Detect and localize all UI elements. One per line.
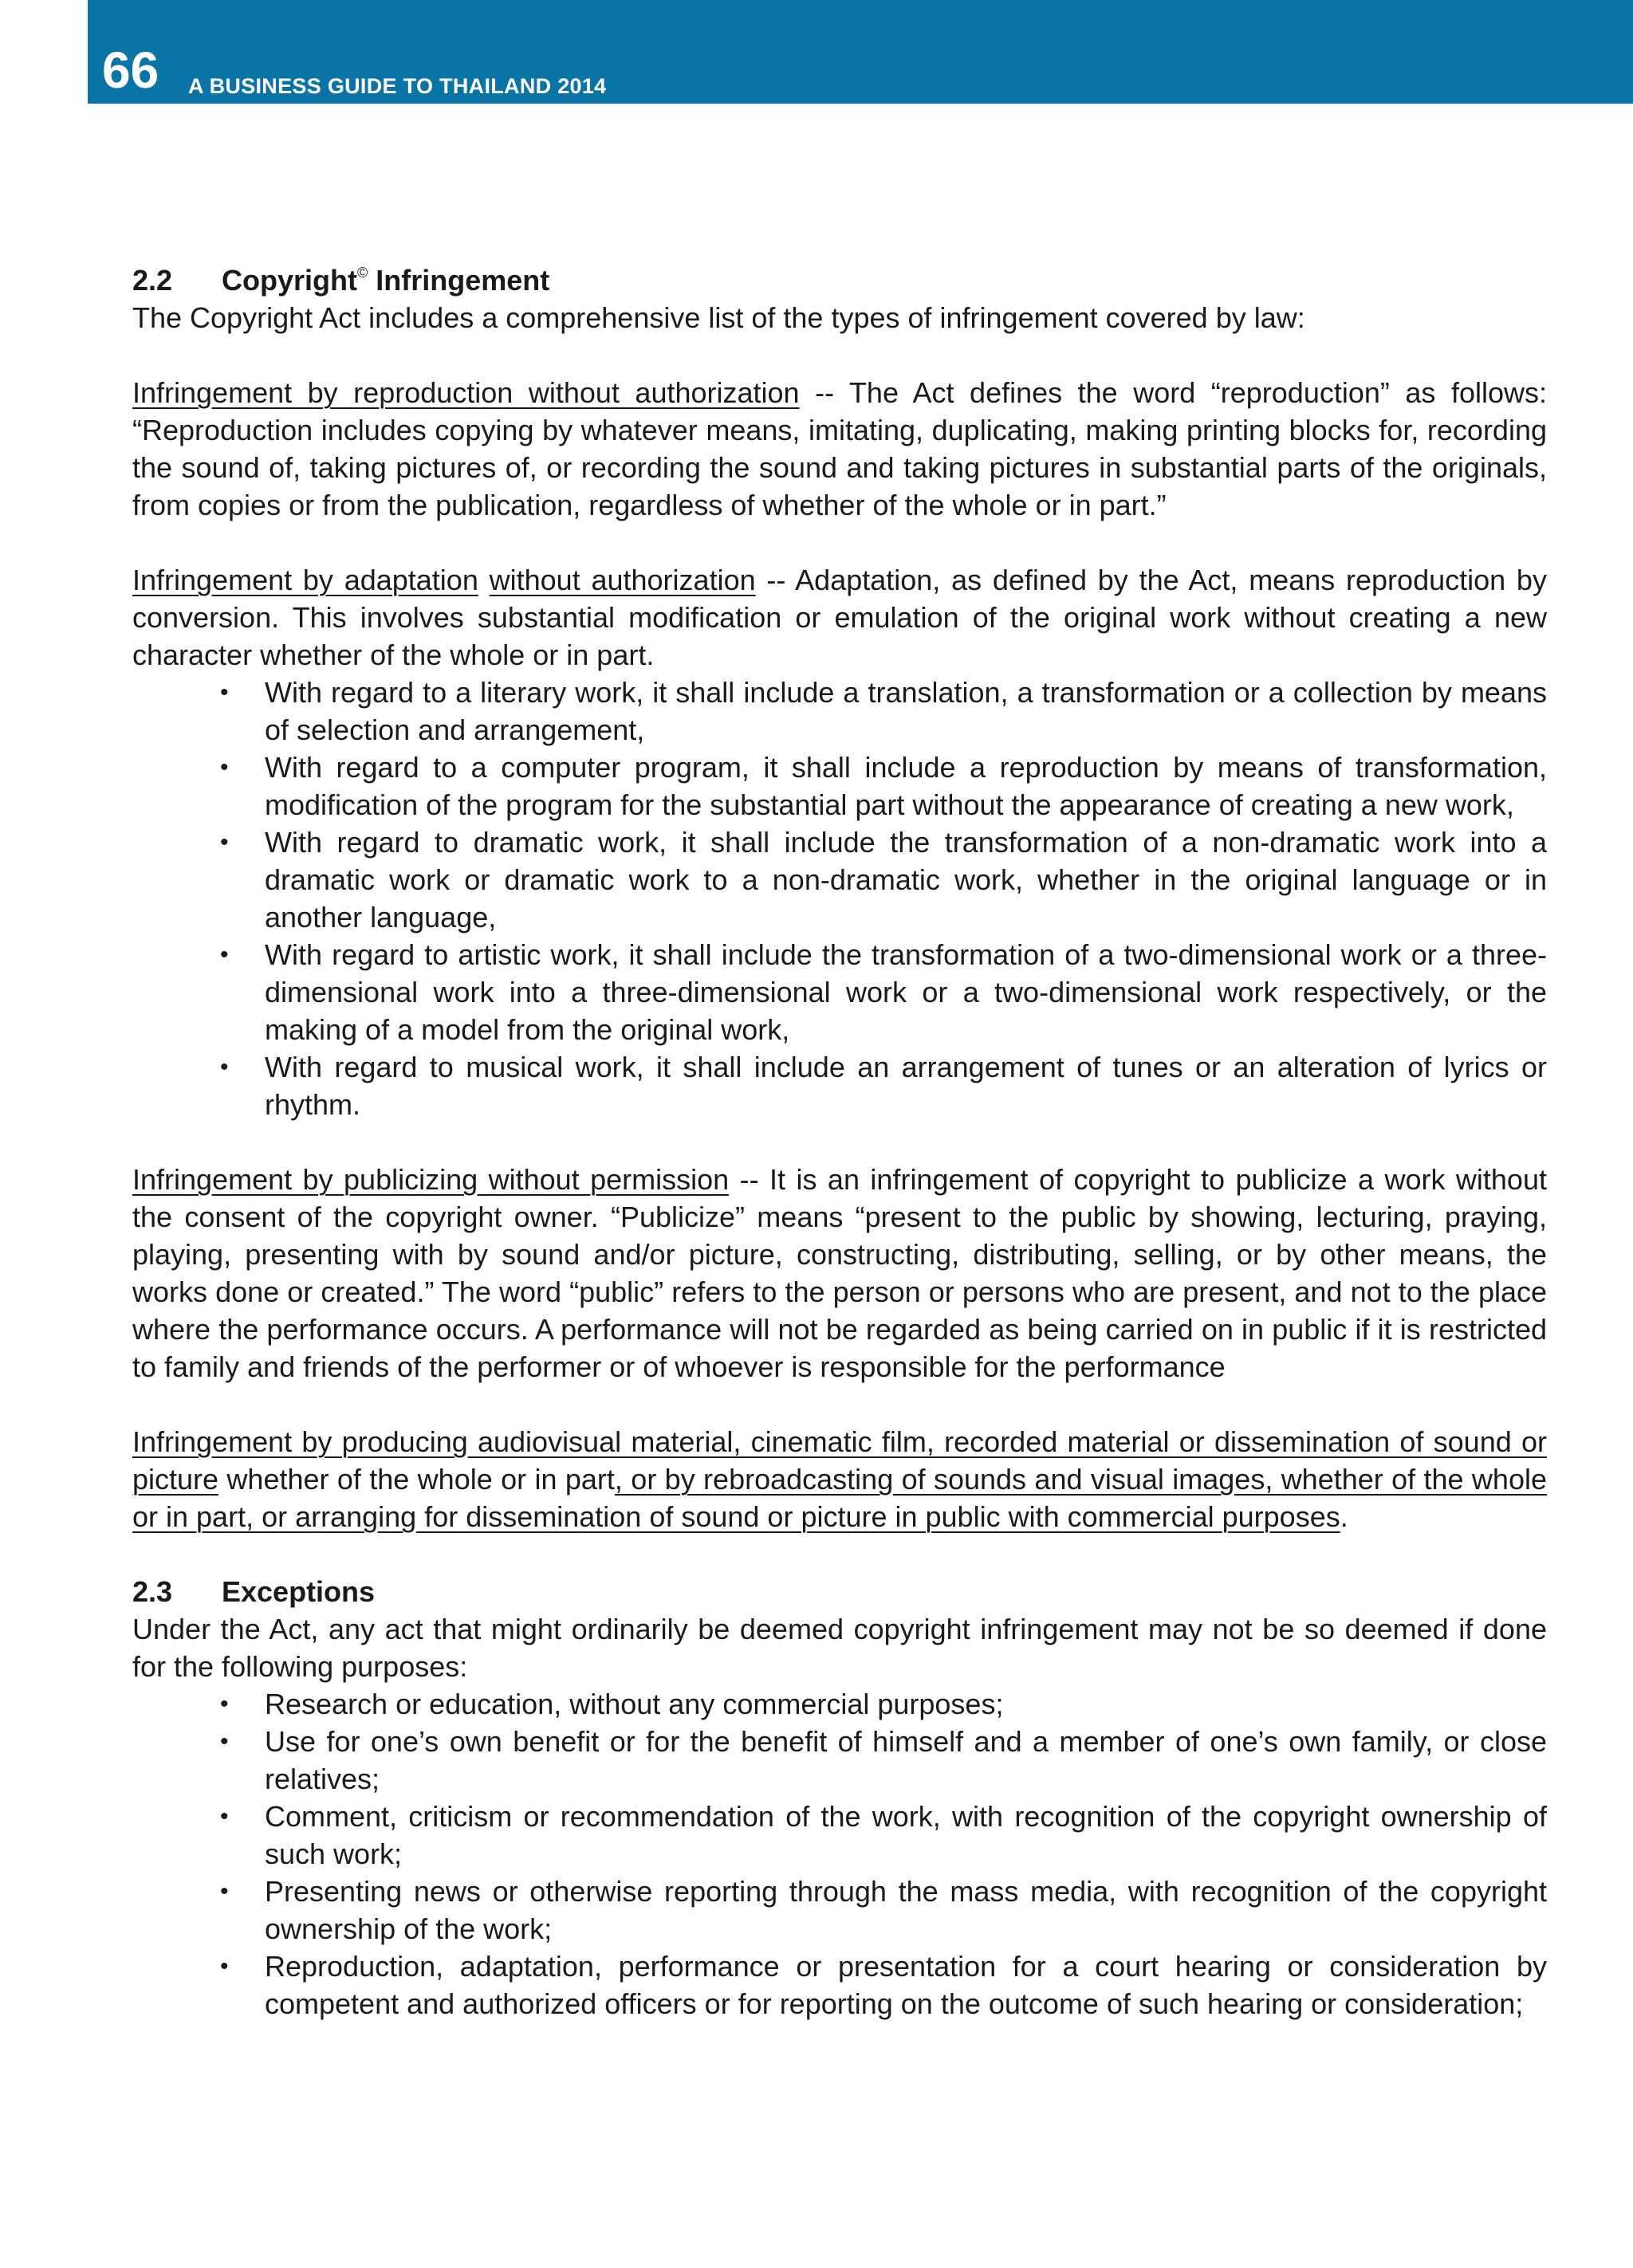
list-item: • With regard to a computer program, it shall include a reproduction by means of transformation, modification of the program for the substantial part without the appearance of creating a new work, [265,749,1547,823]
publicizing-text: -- It is an infringement of copyright to publicize a work without the consent of the copyright owner. “Publicize” means “present to the public by showing, lecturing, praying, playing, presenting with by sound and/or picture, constructing, distributing, selling, or by other means, the works done or created.” The word “public” refers to the person or persons who are present, and not to the place where the performance occurs. A performance will not be regarded as being carried on in public if it is restricted to family and friends of the performer or of whoever is responsible for the performance [132,1163,1547,1383]
page-number: 66 [102,41,159,99]
bullet-icon: • [220,1803,229,1830]
page-body [132,261,1547,2022]
audiovisual-end: . [1340,1500,1348,1533]
term-rebroadcasting: , or by rebroadcasting of sounds and visual images, whether of the whole or in part, or arranging for dissemination of sound or picture in public with commercial purposes [132,1463,1547,1533]
term-publicizing: Infringement by publicizing without permission [132,1163,730,1196]
list-item: • Research or education, without any commercial purposes; [265,1685,1547,1723]
exceptions-bullet-list [132,1685,1547,2022]
list-item: • With regard to musical work, it shall include an arrangement of tunes or an alteration of lyrics or rhythm. [265,1048,1547,1123]
section-intro: The Copyright Act includes a comprehensive list of the types of infringement covered by law: [132,301,1305,334]
list-item: • Presenting news or otherwise reporting through the mass media, with recognition of the copyright ownership of the work; [265,1873,1547,1948]
list-item: • Reproduction, adaptation, performance or presentation for a court hearing or consideration by competent and authorized officers or for reporting on the outcome of such hearing or consideration; [265,1948,1547,2022]
adaptation-text: -- Adaptation, as defined by the Act, means reproduction by conversion. This involves substantial modification or emulation of the original work without creating a new character whether of the whole or in part. [132,564,1547,671]
list-item: • Use for one’s own benefit or for the benefit of himself and a member of one’s own family, or close relatives; [265,1723,1547,1798]
audiovisual-middle: whether of the whole or in part [218,1463,615,1496]
section-heading-2-3 [132,1573,1547,1610]
list-item: • With regard to dramatic work, it shall include the transformation of a non-dramatic work into a dramatic work or dramatic work to a non-dramatic work, whether in the original language or in another language, [265,823,1547,936]
term-audiovisual: Infringement by producing audiovisual material, cinematic film, recorded material or dissemination of sound or picture [132,1425,1547,1496]
section-intro: Under the Act, any act that might ordinarily be deemed copyright infringement may not be so deemed if done for the following purposes: [132,1613,1547,1683]
list-item: • With regard to artistic work, it shall include the transformation of a two-dimensional work or a three-dimensional work into a three-dimensional work or a two-dimensional work respectively, or the making of a model from the original work, [265,936,1547,1048]
bullet-icon: • [220,679,229,706]
paragraph-reproduction [132,374,1547,524]
section-title: Exceptions [222,1575,376,1608]
section-number: 2.3 [132,1575,173,1608]
bullet-icon: • [220,1728,229,1755]
term-reproduction: Infringement by reproduction without authorization [132,376,800,409]
term-adaptation: Infringement by adaptation [132,564,478,596]
section-title-rest: Infringement [368,264,550,297]
paragraph-publicizing [132,1161,1547,1386]
copyright-mark: © [356,265,368,281]
paragraph-adaptation [132,561,1547,674]
adaptation-bullet-list [132,674,1547,1123]
list-item: • With regard to a literary work, it shall include a translation, a transformation or a collection by means of selection and arrangement, [265,674,1547,749]
bullet-icon: • [220,829,229,855]
bullet-icon: • [220,1953,229,1979]
bullet-icon: • [220,1054,229,1080]
running-title: A BUSINESS GUIDE TO THAILAND 2014 [188,74,607,98]
bullet-icon: • [220,754,229,780]
paragraph-audiovisual [132,1423,1547,1535]
bullet-icon: • [220,1691,229,1717]
section-title: Copyright [222,264,357,297]
section-number: 2.2 [132,264,173,297]
term-without-authorization: without authorization [489,564,756,596]
reproduction-text: -- The Act defines the word “reproduction” as follows: “Reproduction includes copying by whatever means, imitating, duplicating, making printing blocks for, recording the sound of, taking pictures of, or recording the sound and taking pictures in substantial parts of the originals, from copies or from the publication, regardless of whether of the whole or in part.” [132,376,1547,521]
bullet-icon: • [220,1878,229,1904]
bullet-icon: • [220,941,229,968]
list-item: • Comment, criticism or recommendation of the work, with recognition of the copyright ownership of such work; [265,1798,1547,1873]
section-heading-2-2 [132,261,1547,299]
